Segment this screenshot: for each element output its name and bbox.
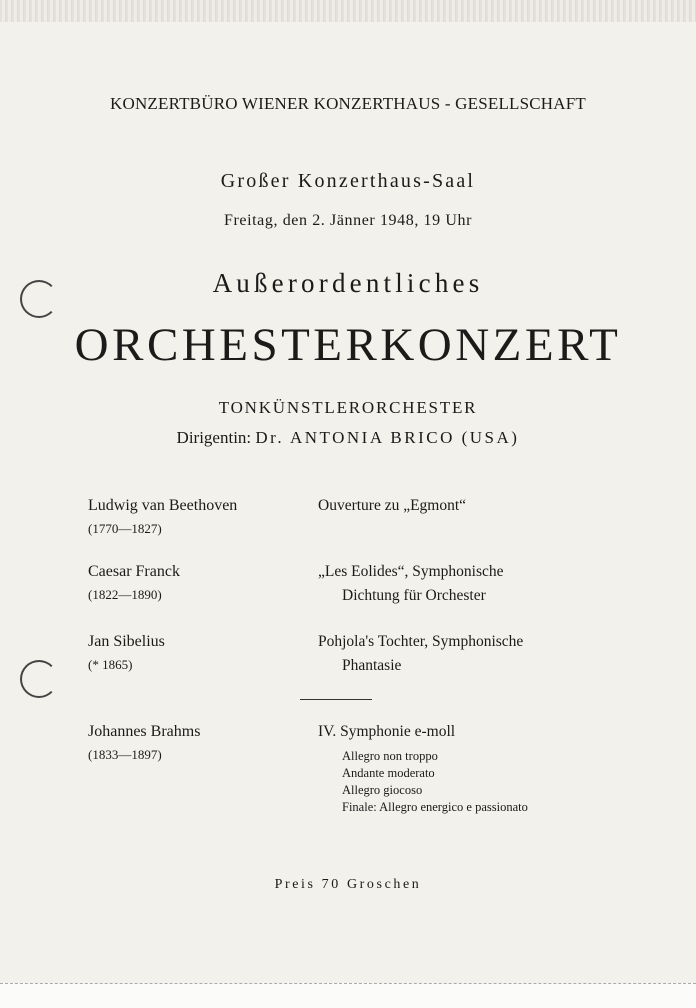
movement: Andante moderato [342,766,435,780]
punch-hole-lower [20,660,58,698]
work-title: Ouverture zu „Egmont“ [318,497,467,514]
title-prefix: Außerordentliches [212,268,484,298]
composer-dates: (1770—1827) [88,521,162,536]
composer-name: Ludwig van Beethoven [88,497,238,514]
composer-dates: (* 1865) [88,657,133,672]
orchestra-name: TONKÜNSTLERORCHESTER [218,398,478,417]
conductor-line [0,428,696,448]
composer-name: Jan Sibelius [88,633,165,650]
composer-name: Caesar Franck [88,563,180,580]
work-title-continued: Phantasie [342,657,402,674]
intermission-divider [300,699,372,700]
movement: Finale: Allegro energico e passionato [342,800,528,814]
work-title: „Les Eolides“, Symphonische [318,563,504,580]
hall-name: Großer Konzerthaus-Saal [220,170,476,192]
bureau-heading: KONZERTBÜRO WIENER KONZERTHAUS - GESELLSCHAFT [109,94,587,113]
movement: Allegro giocoso [342,783,423,797]
movement: Allegro non troppo [342,749,438,763]
scan-bottom-edge [0,983,696,1008]
composer-dates: (1822—1890) [88,587,162,602]
composer-name: Johannes Brahms [88,723,201,740]
concert-title: ORCHESTERKONZERT [74,319,622,371]
scan-top-speckle [0,0,696,22]
composer-dates: (1833—1897) [88,747,162,762]
work-title-continued: Dichtung für Orchester [342,587,486,604]
work-title: IV. Symphonie e-moll [318,723,456,740]
ticket-price: Preis 70 Groschen [274,877,422,892]
work-title: Pohjola's Tochter, Symphonische [318,633,524,650]
concert-date: Freitag, den 2. Jänner 1948, 19 Uhr [223,212,473,229]
conductor-name: Dr. ANTONIA BRICO (USA) [255,428,520,447]
conductor-label: Dirigentin: [176,428,252,447]
